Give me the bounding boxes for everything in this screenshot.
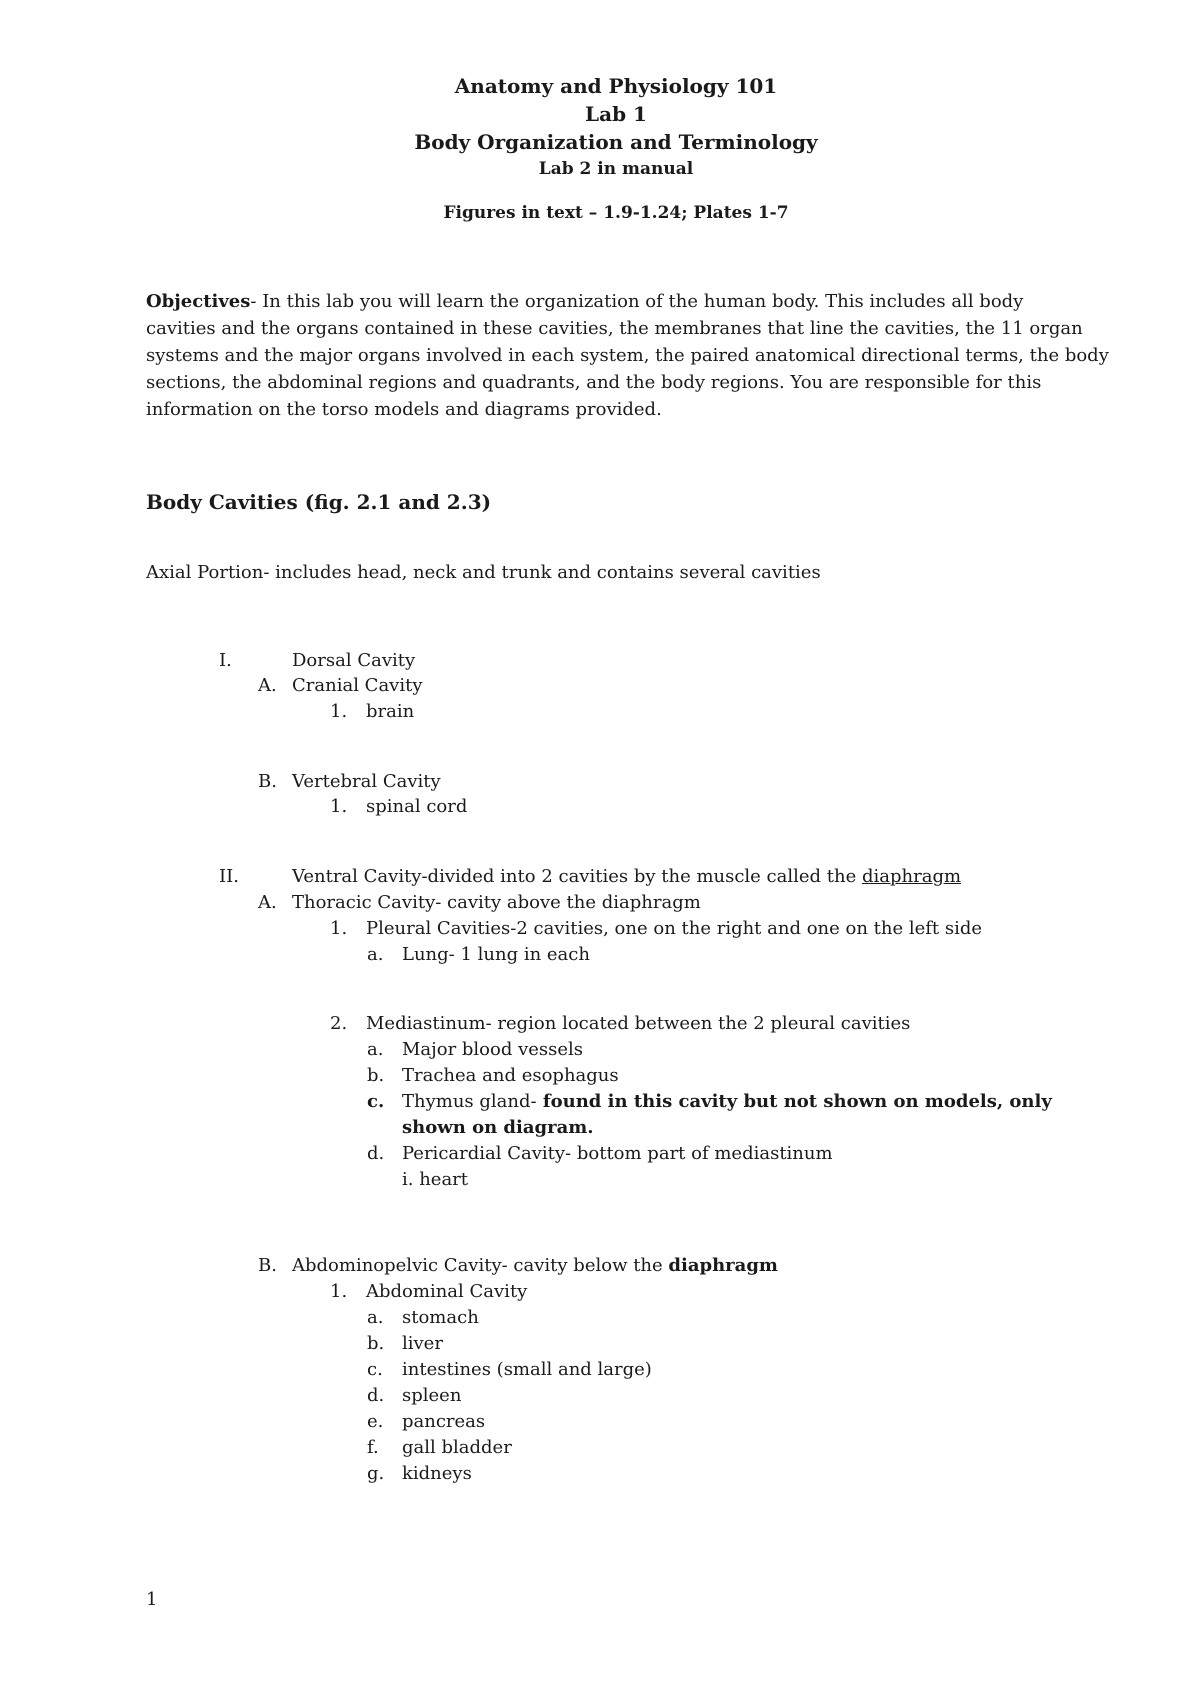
dorsal-marker: I. bbox=[219, 650, 232, 671]
objectives-line-4: sections, the abdominal regions and quadrants, and the body regions. You are responsible for this bbox=[146, 372, 1042, 393]
mediastinum: Mediastinum- region located between the 2 pleural cavities bbox=[366, 1013, 911, 1034]
organ-item: pancreas bbox=[402, 1411, 486, 1432]
doc-title: Anatomy and Physiology 101 bbox=[454, 74, 778, 98]
lab-number: Lab 1 bbox=[585, 102, 647, 126]
spinal-cord-marker: 1. bbox=[330, 796, 348, 817]
vertebral-marker: B. bbox=[258, 771, 277, 792]
brain-item: brain bbox=[366, 701, 415, 722]
spinal-cord-item: spinal cord bbox=[366, 796, 468, 817]
ventral-cavity: Ventral Cavity-divided into 2 cavities by the muscle called the diaphragm bbox=[292, 866, 962, 887]
organ-marker: c. bbox=[367, 1359, 383, 1380]
trachea-marker: b. bbox=[367, 1065, 385, 1086]
trachea-item: Trachea and esophagus bbox=[402, 1065, 619, 1086]
vessels-item: Major blood vessels bbox=[402, 1039, 584, 1060]
objectives-line-5: information on the torso models and diagrams provided. bbox=[146, 399, 662, 420]
organ-marker: b. bbox=[367, 1333, 385, 1354]
organ-item: spleen bbox=[402, 1385, 462, 1406]
organ-item: intestines (small and large) bbox=[402, 1359, 652, 1380]
mediastinum-marker: 2. bbox=[330, 1013, 348, 1034]
section-heading: Body Cavities (fig. 2.1 and 2.3) bbox=[146, 490, 492, 514]
pleural-marker: 1. bbox=[330, 918, 348, 939]
diaphragm-underlined: diaphragm bbox=[861, 866, 962, 887]
thymus-item-cont: shown on diagram. bbox=[402, 1117, 594, 1138]
lab-subtitle: Body Organization and Terminology bbox=[414, 130, 818, 154]
organ-marker: e. bbox=[367, 1411, 384, 1432]
ventral-marker: II. bbox=[219, 866, 239, 887]
dorsal-cavity: Dorsal Cavity bbox=[292, 650, 416, 671]
lung-marker: a. bbox=[367, 944, 384, 965]
pericardial-marker: d. bbox=[367, 1143, 385, 1164]
thoracic-cavity: Thoracic Cavity- cavity above the diaphragm bbox=[292, 892, 701, 913]
objectives-line-2: cavities and the organs contained in these cavities, the membranes that line the cavities, the 11 organ bbox=[146, 318, 1083, 339]
manual-note: Lab 2 in manual bbox=[538, 159, 694, 179]
organ-item: gall bladder bbox=[402, 1437, 512, 1458]
organ-marker: g. bbox=[367, 1463, 385, 1484]
abdominopelvic-marker: B. bbox=[258, 1255, 277, 1276]
organ-item: liver bbox=[402, 1333, 443, 1354]
axial-portion: Axial Portion- includes head, neck and trunk and contains several cavities bbox=[146, 562, 821, 583]
page-number: 1 bbox=[146, 1589, 158, 1610]
thymus-marker: c. bbox=[367, 1091, 385, 1112]
cranial-cavity: Cranial Cavity bbox=[292, 675, 423, 696]
pericardial-cavity: Pericardial Cavity- bottom part of mediastinum bbox=[402, 1143, 833, 1164]
objectives-line-3: systems and the major organs involved in each system, the paired anatomical directional terms, the body bbox=[146, 345, 1109, 366]
cranial-marker: A. bbox=[258, 675, 277, 696]
abdominal-cavity: Abdominal Cavity bbox=[366, 1281, 528, 1302]
vertebral-cavity: Vertebral Cavity bbox=[292, 771, 441, 792]
thymus-item: Thymus gland- found in this cavity but not shown on models, only bbox=[402, 1091, 1052, 1112]
objectives-line-1: Objectives- In this lab you will learn the organization of the human body. This includes all body bbox=[146, 291, 1024, 312]
thoracic-marker: A. bbox=[258, 892, 277, 913]
organ-marker: d. bbox=[367, 1385, 385, 1406]
vessels-marker: a. bbox=[367, 1039, 384, 1060]
objectives-label: Objectives bbox=[146, 291, 251, 312]
figures-note: Figures in text – 1.9-1.24; Plates 1-7 bbox=[443, 203, 789, 223]
brain-marker: 1. bbox=[330, 701, 348, 722]
abdominal-marker: 1. bbox=[330, 1281, 348, 1302]
pleural-cavities: Pleural Cavities-2 cavities, one on the right and one on the left side bbox=[366, 918, 983, 939]
organ-item: stomach bbox=[402, 1307, 479, 1328]
abdominopelvic-cavity: Abdominopelvic Cavity- cavity below the diaphragm bbox=[292, 1255, 778, 1276]
organ-item: kidneys bbox=[402, 1463, 472, 1484]
organ-marker: a. bbox=[367, 1307, 384, 1328]
organ-marker: f. bbox=[367, 1437, 379, 1458]
lung-item: Lung- 1 lung in each bbox=[402, 944, 590, 965]
heart-item: i. heart bbox=[402, 1169, 469, 1190]
